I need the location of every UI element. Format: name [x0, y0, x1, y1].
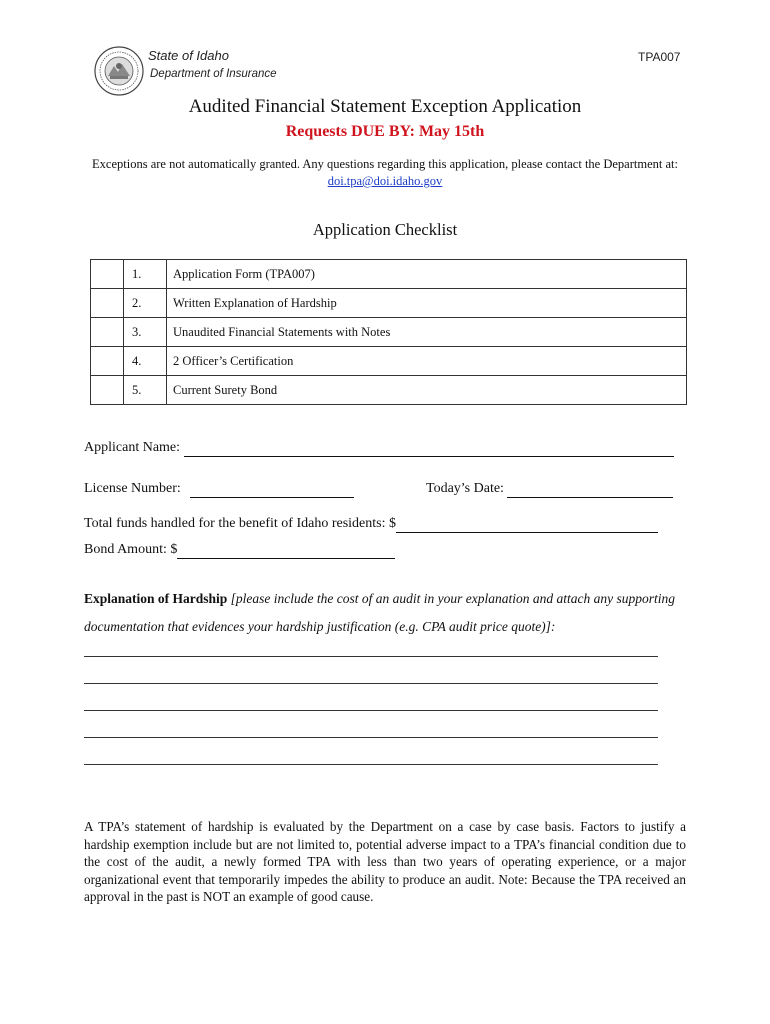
checklist-checkbox[interactable] — [91, 318, 124, 347]
license-number-field[interactable] — [190, 481, 354, 498]
header-state: State of Idaho — [148, 48, 229, 63]
checklist-checkbox[interactable] — [91, 376, 124, 405]
checklist-row — [91, 347, 687, 376]
due-notice: Requests DUE BY: May 15th — [285, 123, 485, 140]
checklist-number: 2. — [124, 289, 167, 318]
checklist-row — [91, 376, 687, 405]
checklist-row — [91, 260, 687, 289]
explanation-line[interactable] — [84, 683, 658, 684]
applicant-name-field[interactable] — [184, 440, 674, 457]
applicant-name-label: Applicant Name: — [84, 440, 181, 455]
checklist-number: 3. — [124, 318, 167, 347]
bond-amount-label: Bond Amount: $ — [84, 542, 178, 557]
checklist-label: Unaudited Financial Statements with Notes — [167, 318, 687, 347]
explanation-heading: Explanation of Hardship — [84, 591, 228, 606]
explanation-line[interactable] — [84, 737, 658, 738]
checklist-label: Written Explanation of Hardship — [167, 289, 687, 318]
license-number-label: License Number: — [84, 481, 181, 496]
contact-email-link[interactable]: doi.tpa@doi.idaho.gov — [327, 174, 443, 188]
checklist-label: Current Surety Bond — [167, 376, 687, 405]
explanation-line[interactable] — [84, 764, 658, 765]
explanation-line[interactable] — [84, 656, 658, 657]
explanation-instruction: [please include the cost of an audit in your explanation and attach any supporting documentation that evidences your hardship justification (e.g. CPA audit price quote)]: — [84, 591, 675, 634]
todays-date-field[interactable] — [507, 481, 673, 498]
idaho-seal-icon — [94, 46, 144, 96]
page-title: Audited Financial Statement Exception Application — [188, 96, 582, 117]
total-funds-field[interactable] — [396, 516, 658, 533]
total-funds-label: Total funds handled for the benefit of Idaho residents: $ — [84, 516, 396, 531]
checklist-number: 4. — [124, 347, 167, 376]
bond-amount-row — [84, 542, 395, 559]
checklist-row — [91, 318, 687, 347]
form-code: TPA007 — [638, 50, 681, 64]
checklist-checkbox[interactable] — [91, 289, 124, 318]
checklist-checkbox[interactable] — [91, 347, 124, 376]
intro-body: Exceptions are not automatically granted. Any questions regarding this application, please contact the Department at: — [92, 157, 678, 171]
checklist-label: Application Form (TPA007) — [167, 260, 687, 289]
checklist-table — [90, 259, 687, 405]
bond-amount-field[interactable] — [177, 542, 395, 559]
explanation-section — [84, 585, 684, 641]
hardship-paragraph: A TPA’s statement of hardship is evaluated by the Department on a case by case basis. Factors to justify a hardship exemption include but are not limited to, potential adverse impact to a TPA’s financial condition due to the cost of the audit, a newly formed TPA with less than two years of operating experience, or a major organizational event that temporarily impedes the ability to produce an audit. Note: Because the TPA received an approval in the past is NOT an example of good cause. — [84, 819, 686, 904]
todays-date-label: Today’s Date: — [426, 481, 504, 496]
todays-date-row — [426, 481, 673, 498]
applicant-name-row — [84, 440, 674, 457]
intro-text — [80, 156, 690, 190]
checklist-checkbox[interactable] — [91, 260, 124, 289]
checklist-title: Application Checklist — [312, 220, 458, 239]
checklist-number: 5. — [124, 376, 167, 405]
explanation-line[interactable] — [84, 710, 658, 711]
checklist-row — [91, 289, 687, 318]
header-department: Department of Insurance — [150, 68, 277, 80]
checklist-label: 2 Officer’s Certification — [167, 347, 687, 376]
license-number-row — [84, 481, 354, 498]
checklist-number: 1. — [124, 260, 167, 289]
total-funds-row — [84, 516, 658, 533]
